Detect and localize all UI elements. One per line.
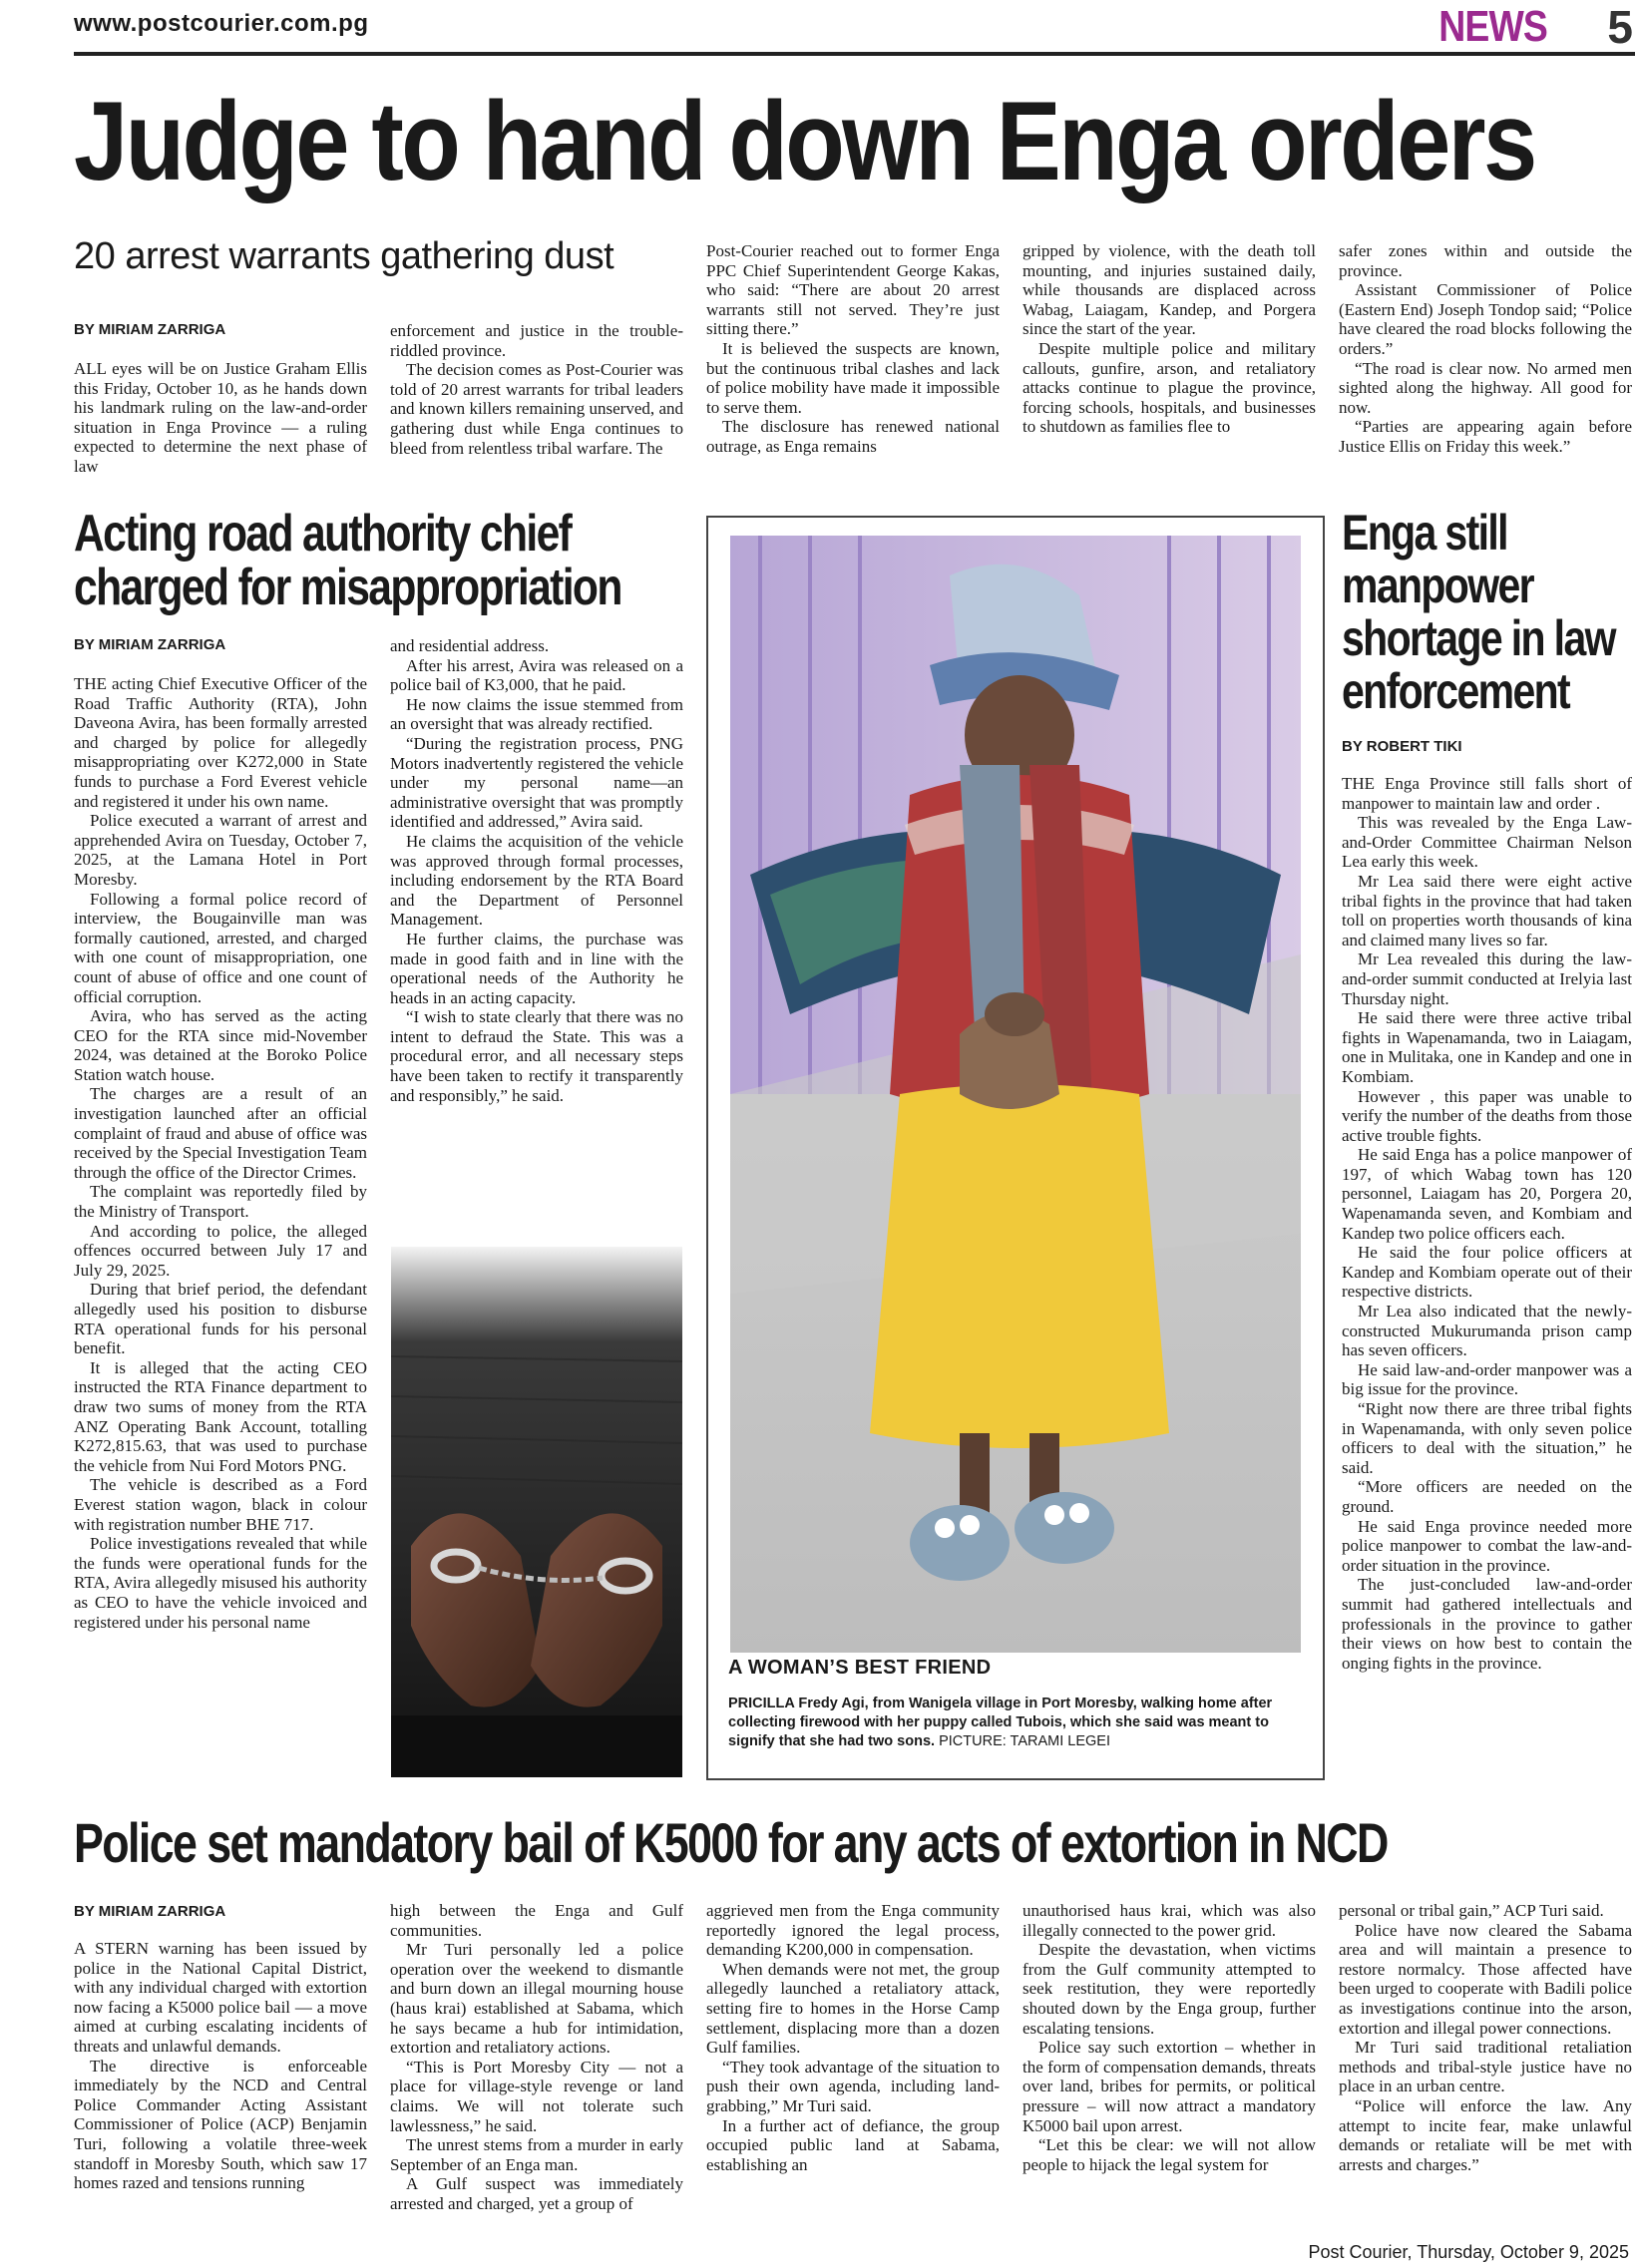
paragraph: During that brief period, the defendant allegedly used his position to disburse RTA operational funds for his personal benefit. (74, 1280, 367, 1358)
paragraph: Mr Lea revealed this during the law-and-order summit conducted at Irelyia last Thursday night. (1342, 949, 1632, 1008)
paragraph: When demands were not met, the group allegedly launched a retaliatory attack, setting fire to homes in the Horse Camp settlement, displacing more than a dozen Gulf families. (706, 1959, 1000, 2058)
paragraph: He further claims, the purchase was made in good faith and in line with the operational needs of the Authority he heads in an acting capacity. (390, 929, 683, 1007)
paragraph: “Police will enforce the law. Any attempt to incite fear, make unlawful demands or retaliate will be met with arrests and charges.” (1339, 2095, 1632, 2174)
paragraph: high between the Enga and Gulf communities. (390, 1901, 683, 1940)
paragraph: A STERN warning has been issued by police in the National Capital District, with any individual charged with extortion now facing a K5000 police bail — a move aimed at curbing escalating incidents of threats and unlawful demands. (74, 1939, 367, 2056)
paragraph: The vehicle is described as a Ford Everest station wagon, black in colour with registration number BHE 717. (74, 1475, 367, 1534)
feature-photo-frame (706, 516, 1325, 1780)
paragraph: The just-concluded law-and-order summit had gathered intellectuals and professionals in the province to gather their views on how best to contain the onging fights in the province. (1342, 1575, 1632, 1673)
story3-col (1342, 774, 1632, 1781)
photo-credit: PICTURE: TARAMI LEGEI (939, 1733, 1110, 1749)
story1-byline: BY MIRIAM ZARRIGA (74, 321, 226, 338)
paragraph: However , this paper was unable to verify the number of the deaths from those active trouble fights. (1342, 1086, 1632, 1145)
paragraph: personal or tribal gain,” ACP Turi said. (1339, 1901, 1604, 1920)
paragraph: The charges are a result of an investigation launched after an official complaint of fraud and abuse of office was received by the Special Investigation Team through the office of the Director Crimes. (74, 1084, 367, 1182)
paragraph: “Parties are appearing again before Justice Ellis on Friday this week.” (1339, 417, 1632, 456)
headline-line: charged for misappropriation (74, 559, 621, 616)
paragraph: Following a formal police record of interview, the Bougainville man was formally cautioned, arrested, and charged with one count of misappropriation, one count of abuse of office and one count of official corruption. (74, 889, 367, 1006)
paragraph: “They took advantage of the situation to push their own agenda, including land-grabbing,” Mr Turi said. (706, 2057, 1000, 2115)
story4-col-1 (74, 1939, 367, 2238)
paragraph: He said the four police officers at Kandep and Kombiam operate out of their respective districts. (1342, 1243, 1632, 1302)
paragraph: The directive is enforceable immediately by the NCD and Central Police Commander Acting Assistant Commissioner of Police (ACP) Benjamin Turi, following a volatile three-week standoff in Moresby South, which saw 17 homes razed and tensions running (74, 2056, 367, 2193)
story2-col-1 (74, 674, 367, 1781)
story4-byline: BY MIRIAM ZARRIGA (74, 1903, 226, 1920)
paragraph: “During the registration process, PNG Motors inadvertently registered the vehicle under my personal name—an administrative oversight that was promptly identified and addressed,” Avira said. (390, 733, 683, 832)
story1-col-5 (1339, 241, 1632, 479)
paragraph: The complaint was reportedly filed by the Ministry of Transport. (74, 1182, 367, 1222)
paragraph: In a further act of defiance, the group occupied public land at Sabama, establishing an (706, 2115, 1000, 2174)
paragraph: Despite the devastation, when victims from the Gulf community attempted to seek restitution, they were reportedly shouted down by the Enga group, further escalating tensions. (1022, 1940, 1316, 2038)
headline-line: Enga still (1342, 505, 1507, 561)
paragraph: ALL eyes will be on Justice Graham Ellis this Friday, October 10, as he hands down his landmark ruling on the law-and-order situation in Enga Province — a ruling expected to determine the next phase of law (74, 359, 367, 476)
paragraph: and residential address. (390, 636, 550, 655)
paragraph: Mr Turi personally led a police operation over the weekend to dismantle and burn down an illegal mourning house (haus krai) established at Sabama, which he says became a hub for intimidation, extortion and retaliatory actions. (390, 1940, 683, 2058)
story4-col-3 (706, 1901, 1000, 2238)
paragraph: After his arrest, Avira was released on a police bail of K3,000, that he paid. (390, 655, 683, 695)
story4-col-2 (390, 1901, 683, 2238)
section-label: NEWS (1438, 2, 1547, 51)
paragraph: He said there were three active tribal fights in Wapenamanda, two in Laiagam, one in Mulitaka, one in Kandep and one in Kombiam. (1342, 1008, 1632, 1086)
paragraph: It is believed the suspects are known, but the continuous tribal clashes and lack of police mobility have made it impossible to serve them. (706, 338, 1000, 417)
caption-body: PRICILLA Fredy Agi, from Wanigela village in Port Moresby, walking home after collecting firewood with her puppy called Tubois, which she said was meant to signify that she had two sons. (728, 1696, 1273, 1749)
paragraph: Post-Courier reached out to former Enga PPC Chief Superintendent George Kakas, who said: “There are about 20 arrest warrants still not served. They’re just sitting there.” (706, 241, 1000, 339)
paragraph: THE acting Chief Executive Officer of the Road Traffic Authority (RTA), John Daveona Avira, has been formally arrested and charged by police for allegedly misappropriating over K272,000 in State funds to purchase a Ford Everest vehicle and registered it under his own name. (74, 674, 367, 811)
story4-headline: Police set mandatory bail of K5000 for any acts of extortion in NCD (74, 1811, 1388, 1874)
paragraph: “Let this be clear: we will not allow people to hijack the legal system for (1022, 2135, 1316, 2174)
site-url[interactable]: www.postcourier.com.pg (74, 10, 369, 37)
paragraph: A Gulf suspect was immediately arrested and charged, yet a group of (390, 2174, 683, 2213)
paragraph: He said law-and-order manpower was a big issue for the province. (1342, 1359, 1632, 1399)
story2-headline (74, 507, 621, 614)
paragraph: enforcement and justice in the trouble-riddled province. (390, 321, 683, 360)
story1-col-2 (390, 321, 683, 479)
paragraph: Mr Lea also indicated that the newly-constructed Mukurumanda prison camp has seven officers. (1342, 1302, 1632, 1360)
page-number: 5 (1607, 1, 1633, 53)
paragraph: Police have now cleared the Sabama area and will maintain a presence to restore normalcy. Those affected have been urged to cooperate with Badili police as investigations continue into the arson, extortion and illegal power connections. (1339, 1920, 1632, 2038)
paragraph: And according to police, the alleged offences occurred between July 17 and July 29, 2025. (74, 1221, 367, 1280)
paragraph: Avira, who has served as the acting CEO for the RTA since mid-November 2024, was detained at the Boroko Police Station watch house. (74, 1006, 367, 1084)
paragraph: Assistant Commissioner of Police (Eastern End) Joseph Tondop said; “Police have cleared the road blocks following the orders.” (1339, 280, 1632, 358)
headline-line: Acting road authority chief (74, 505, 572, 563)
paragraph: Police say such extortion – whether in the form of compensation demands, threats over land, bribes for permits, or political pressure – will now attract a mandatory K5000 bail upon arrest. (1022, 2038, 1316, 2135)
paragraph: He said Enga province needed more police manpower to combat the law-and-order situation in the province. (1342, 1516, 1632, 1575)
paragraph: It is alleged that the acting CEO instructed the RTA Finance department to draw two sums of money from the RTA ANZ Operating Bank Account, totalling K272,815.63, that was used to purchase the vehicle from Nui Ford Motors PNG. (74, 1357, 367, 1475)
paragraph: unauthorised haus krai, which was also illegally connected to the power grid. (1022, 1901, 1316, 1940)
paragraph: gripped by violence, with the death toll mounting, and injuries sustained daily, while thousands are displaced across Wabag, Laiagam, Kandep, and Porgera since the start of the year. (1022, 241, 1316, 339)
story3-headline (1342, 507, 1615, 718)
story2-col-2 (390, 636, 683, 1247)
story4-col-5 (1339, 1901, 1632, 2238)
story4-col-4 (1022, 1901, 1316, 2238)
paragraph: Mr Lea said there were eight active tribal fights in the province that had taken toll on properties worth thousands of kina and claimed many lives so far. (1342, 871, 1632, 949)
feature-photo (730, 536, 1301, 1653)
paragraph: “Right now there are three tribal fights in Wapenamanda, with only seven police officers to deal with the situation,” he said. (1342, 1399, 1632, 1477)
paragraph: The unrest stems from a murder in early September of an Enga man. (390, 2135, 683, 2174)
paragraph: The disclosure has renewed national outrage, as Enga remains (706, 417, 1000, 456)
paragraph: Despite multiple police and military callouts, gunfire, arson, and retaliatory attacks continue to plague the province, forcing schools, hospitals, and businesses to shutdown as families flee to (1022, 338, 1316, 437)
headline-line: manpower (1342, 558, 1533, 613)
paragraph: He now claims the issue stemmed from an oversight that was already rectified. (390, 694, 683, 734)
photo-caption (728, 1695, 1312, 1751)
story1-headline: Judge to hand down Enga orders (74, 79, 1535, 203)
story1-subhead: 20 arrest warrants gathering dust (74, 235, 614, 277)
story3-byline: BY ROBERT TIKI (1342, 738, 1462, 755)
headline-line: enforcement (1342, 663, 1570, 719)
paragraph: Police investigations revealed that while the funds were operational funds for the RTA, Avira allegedly misused his authority as CEO to have the vehicle invoiced and registered under his personal name (74, 1534, 367, 1632)
story1-col-3 (706, 241, 1000, 479)
masthead-bar (74, 0, 1635, 56)
page-footer: Post Courier, Thursday, October 9, 2025 (1308, 2242, 1629, 2262)
paragraph: safer zones within and outside the province. (1339, 241, 1632, 280)
paragraph: “This is Port Moresby City — not a place for village-style revenge or land claims. We will not tolerate such lawlessness,” he said. (390, 2057, 683, 2135)
headline-line: shortage in law (1342, 610, 1615, 666)
story1-col-1 (74, 359, 367, 479)
paragraph: THE Enga Province still falls short of manpower to maintain law and order . (1342, 774, 1632, 813)
paragraph: “More officers are needed on the ground. (1342, 1477, 1632, 1516)
paragraph: This was revealed by the Enga Law-and-Order Committee Chairman Nelson Lea early this week. (1342, 813, 1632, 872)
story2-byline: BY MIRIAM ZARRIGA (74, 636, 226, 653)
paragraph: “The road is clear now. No armed men sighted along the highway. All good for now. (1339, 358, 1632, 417)
photo-title: A WOMAN’S BEST FRIEND (728, 1657, 992, 1679)
paragraph: He said Enga has a police manpower of 197, of which Wabag town has 120 personnel, Laiagam has 20, Porgera 20, Wapenamanda seven, and Kombiam and Kandep two police officers each. (1342, 1145, 1632, 1243)
story1-col-4 (1022, 241, 1316, 479)
paragraph: aggrieved men from the Enga community reportedly ignored the legal process, demanding K200,000 in compensation. (706, 1901, 1000, 1960)
paragraph: Police executed a warrant of arrest and apprehended Avira on Tuesday, October 7, 2025, at the Lamana Hotel in Port Moresby. (74, 811, 367, 889)
paragraph: He claims the acquisition of the vehicle was approved through formal processes, including endorsement by the RTA Board and the Department of Personnel Management. (390, 831, 683, 930)
paragraph: “I wish to state clearly that there was no intent to defraud the State. This was a procedural error, and all necessary steps have been taken to rectify it transparently and responsibly,” he said. (390, 1007, 683, 1105)
handcuffs-photo (391, 1247, 682, 1777)
paragraph: The decision comes as Post-Courier was told of 20 arrest warrants for tribal leaders and known killers remaining unserved, and gathering dust while Enga continues to bleed from relentless tribal warfare. The (390, 360, 683, 458)
paragraph: Mr Turi said traditional retaliation methods and tribal-style justice have no place in an urban centre. (1339, 2038, 1632, 2096)
